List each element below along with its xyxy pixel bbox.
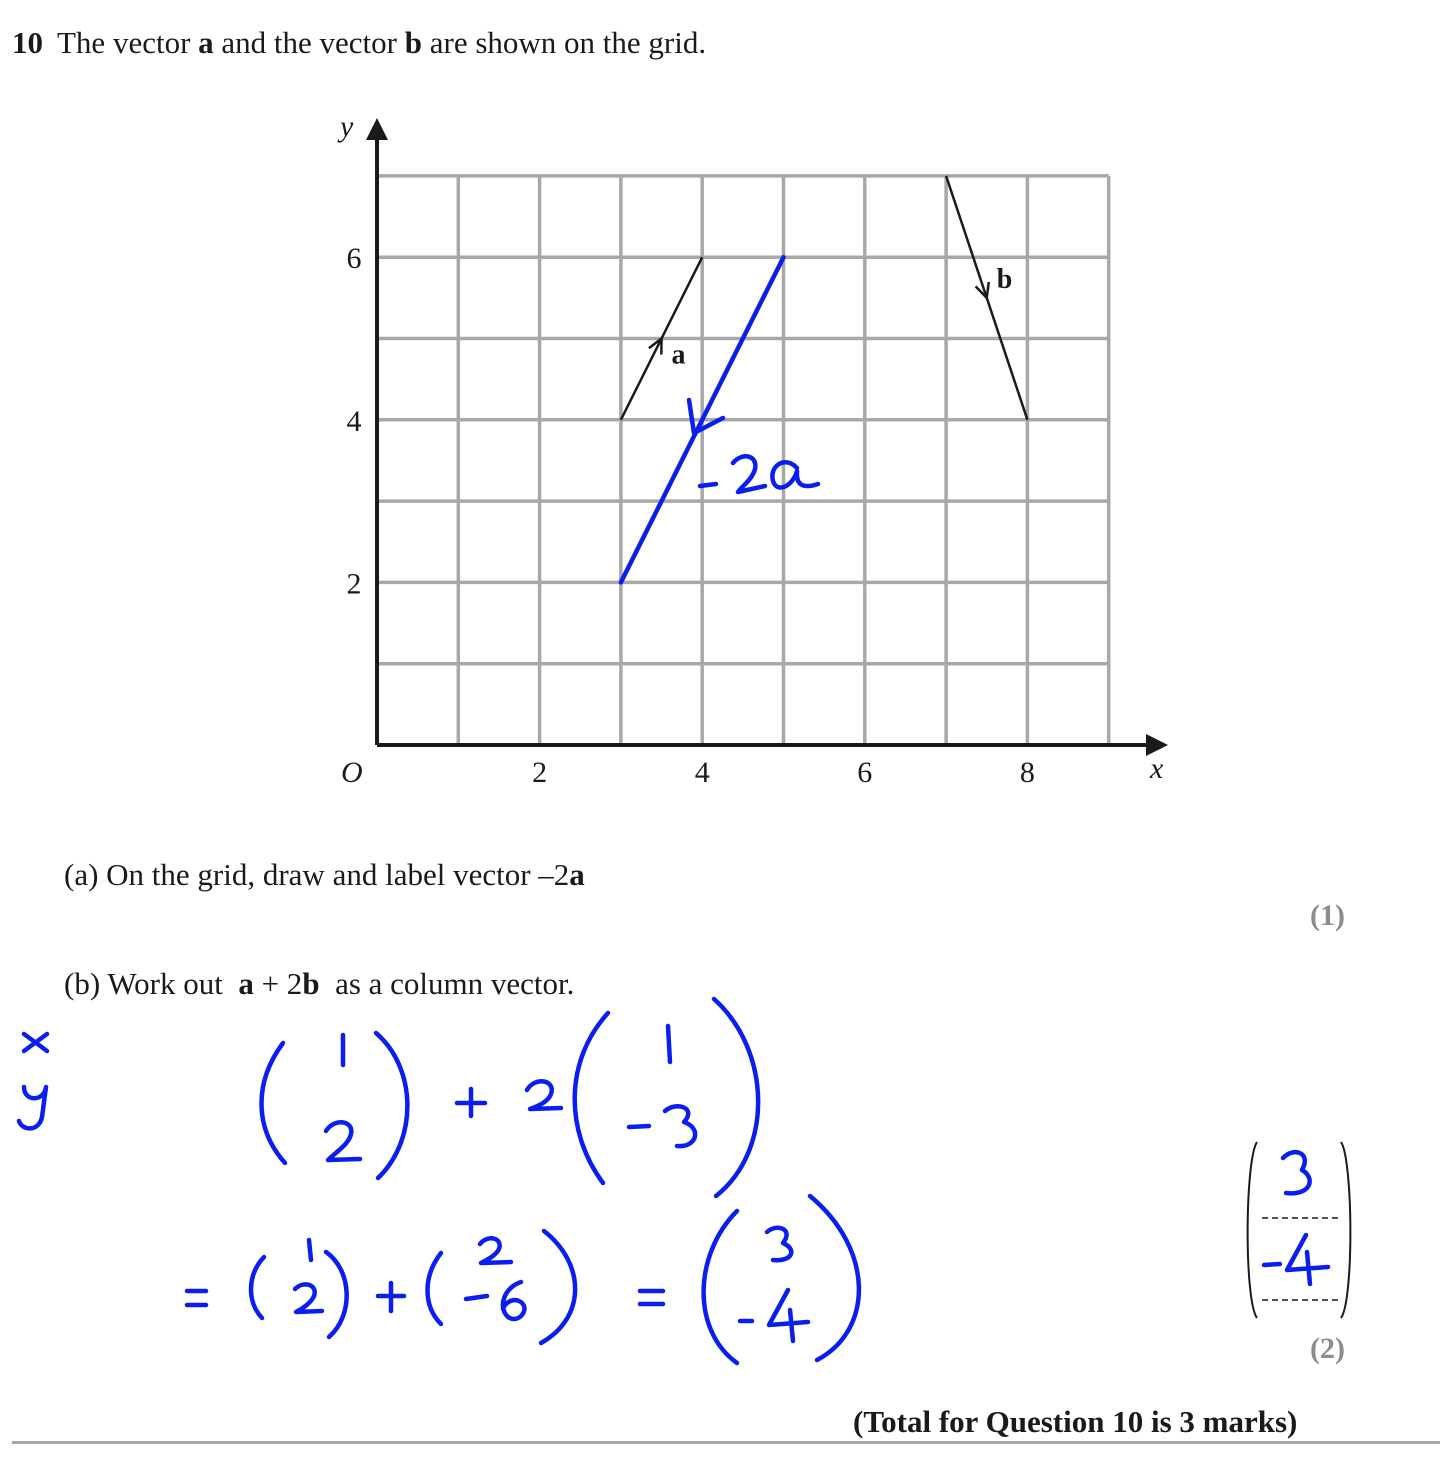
question-number: 10 bbox=[12, 25, 43, 60]
question-stem: 10 The vector a and the vector b are shown on the grid. bbox=[12, 25, 707, 60]
answer-right-bracket bbox=[1341, 1142, 1350, 1318]
answer-bottom bbox=[1262, 1161, 1342, 1180]
part-a-label: (a) bbox=[64, 857, 99, 892]
working-line-2 bbox=[187, 1196, 859, 1363]
axes bbox=[366, 118, 1168, 756]
answer-top bbox=[1262, 1142, 1342, 1161]
x-tick-label: 6 bbox=[857, 756, 873, 789]
answer-left-bracket bbox=[1248, 1142, 1257, 1318]
y-tick-label: 6 bbox=[346, 242, 362, 276]
grid-lines bbox=[377, 176, 1109, 745]
printed-vectors bbox=[621, 176, 1028, 420]
part-b-label: (b) bbox=[64, 966, 101, 1001]
origin-label: O bbox=[341, 756, 363, 789]
part-b-prompt: (b) Work out a + 2b as a column vector. bbox=[64, 966, 575, 1001]
x-tick-label: 2 bbox=[532, 756, 548, 789]
part-b-marks: (2) bbox=[1310, 1332, 1345, 1365]
working-row-labels bbox=[19, 1034, 47, 1128]
vector-b-symbol: b bbox=[404, 25, 422, 60]
x-tick-label: 8 bbox=[1019, 756, 1035, 789]
working-line-1 bbox=[261, 999, 758, 1196]
tick-labels bbox=[347, 242, 1035, 789]
part-a-prompt: (a) On the grid, draw and label vector –2a bbox=[64, 857, 585, 892]
vector-a-symbol: a bbox=[198, 25, 214, 60]
vector-b-label: b bbox=[996, 263, 1013, 295]
bottom-rule bbox=[12, 1441, 1440, 1444]
y-axis-label: y bbox=[340, 110, 354, 143]
vector-a-label: a bbox=[671, 339, 686, 371]
y-axis-arrow-icon bbox=[366, 118, 388, 140]
y-tick-label: 2 bbox=[346, 567, 362, 601]
minus-2a-handwritten-label bbox=[700, 456, 818, 492]
question-total: (Total for Question 10 is 3 marks) bbox=[853, 1404, 1298, 1439]
x-axis-label: x bbox=[1150, 752, 1164, 785]
part-a-marks: (1) bbox=[1310, 899, 1345, 932]
x-tick-label: 4 bbox=[694, 756, 710, 789]
y-tick-label: 4 bbox=[346, 404, 362, 438]
